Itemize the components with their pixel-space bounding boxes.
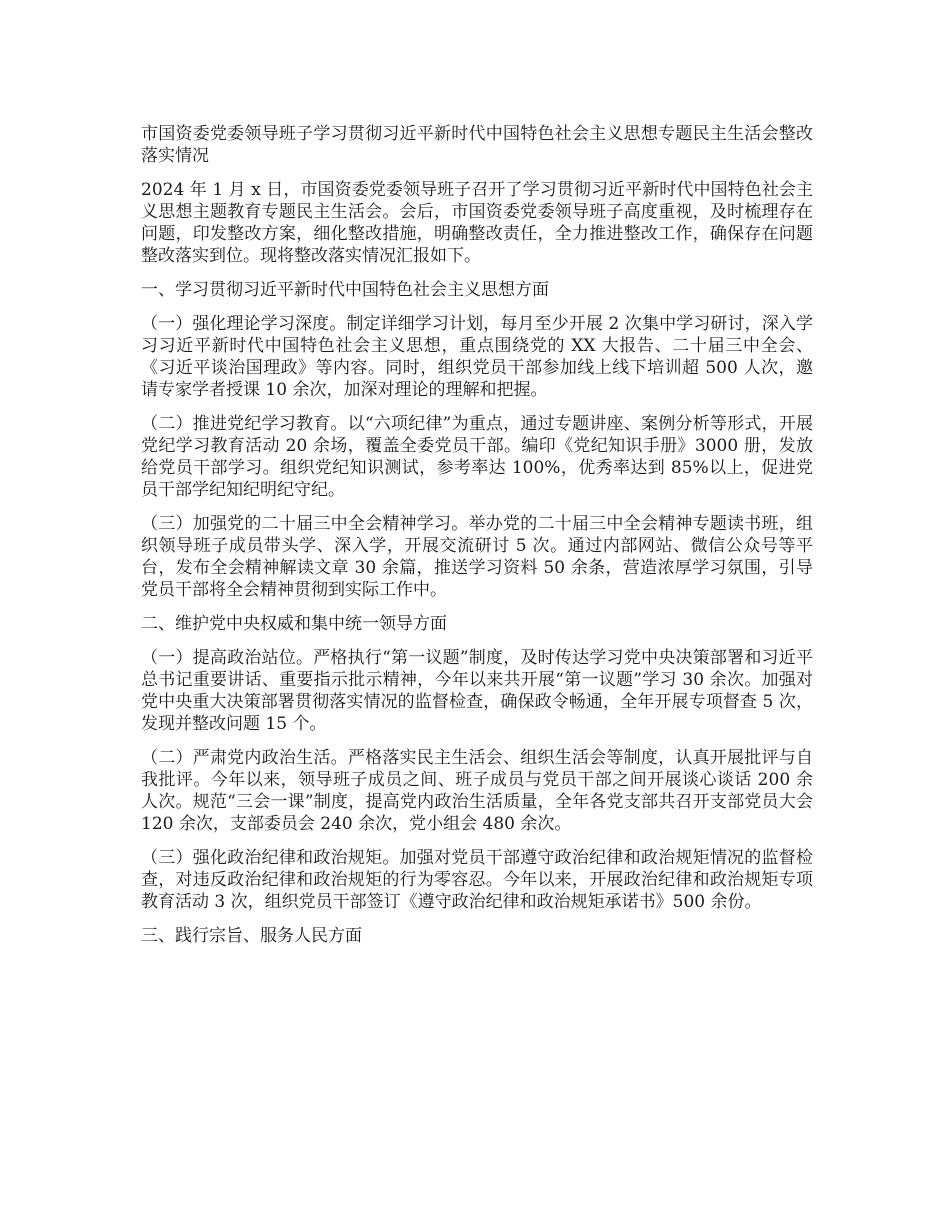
intro-paragraph: 2024 年 1 月 x 日，市国资委党委领导班子召开了学习贯彻习近平新时代中国特色社会主义思想主题教育专题民主生活会。会后，市国资委党委领导班子高度重视，及时梳理存在问题，印发整改方案，细化整改措施，明确整改责任，全力推进整改工作，确保存在问题整改落实到位。现将整改落实情况汇报如下。 (141, 180, 813, 266)
section-2-paragraph-1: （一）提高政治站位。严格执行“第一议题”制度，及时传达学习党中央决策部署和习近平总书记重要讲话、重要指示批示精神，今年以来共开展“第一议题”学习 30 余次。加强对党中央重大决策部署贯彻落实情况的监督检查，确保政令畅通，全年开展专项督查 5 次，发现并整改问题 15 个。 (141, 648, 813, 734)
section-1-heading: 一、学习贯彻习近平新时代中国特色社会主义思想方面 (141, 280, 549, 300)
section-2-heading: 二、维护党中央权威和集中统一领导方面 (141, 614, 447, 634)
document-page (141, 123, 813, 959)
section-1-paragraph-2: （二）推进党纪学习教育。以“六项纪律”为重点，通过专题讲座、案例分析等形式，开展党纪学习教育活动 20 余场，覆盖全委党员干部。编印《党纪知识手册》3000 册，发放给党员干部学习。组织党纪知识测试，参考率达 100%，优秀率达到 85%以上，促进党员干部学纪知纪明纪守纪。 (141, 414, 813, 500)
section-2-paragraph-3: （三）强化政治纪律和政治规矩。加强对党员干部遵守政治纪律和政治规矩情况的监督检查，对违反政治纪律和政治规矩的行为零容忍。今年以来，开展政治纪律和政治规矩专项教育活动 3 次，组织党员干部签订《遵守政治纪律和政治规矩承诺书》500 余份。 (141, 848, 813, 912)
section-1-paragraph-1: （一）强化理论学习深度。制定详细学习计划，每月至少开展 2 次集中学习研讨，深入学习习近平新时代中国特色社会主义思想，重点围绕党的 XX 大报告、二十届三中全会、《习近平谈治国理政》等内容。同时，组织党员干部参加线上线下培训超 500 人次，邀请专家学者授课 10 余次，加深对理论的理解和把握。 (141, 314, 813, 400)
section-3-heading: 三、践行宗旨、服务人民方面 (141, 926, 362, 946)
section-2-paragraph-2: （二）严肃党内政治生活。严格落实民主生活会、组织生活会等制度，认真开展批评与自我批评。今年以来，领导班子成员之间、班子成员与党员干部之间开展谈心谈话 200 余人次。规范“三会一课”制度，提高党内政治生活质量，全年各党支部共召开支部党员大会 120 余次，支部委员会 240 余次，党小组会 480 余次。 (141, 748, 813, 834)
document-title: 市国资委党委领导班子学习贯彻习近平新时代中国特色社会主义思想专题民主生活会整改落实情况 (141, 124, 813, 166)
section-1-paragraph-3: （三）加强党的二十届三中全会精神学习。举办党的二十届三中全会精神专题读书班，组织领导班子成员带头学、深入学，开展交流研讨 5 次。通过内部网站、微信公众号等平台，发布全会精神解读文章 30 余篇，推送学习资料 50 余条，营造浓厚学习氛围，引导党员干部将全会精神贯彻到实际工作中。 (141, 514, 813, 600)
